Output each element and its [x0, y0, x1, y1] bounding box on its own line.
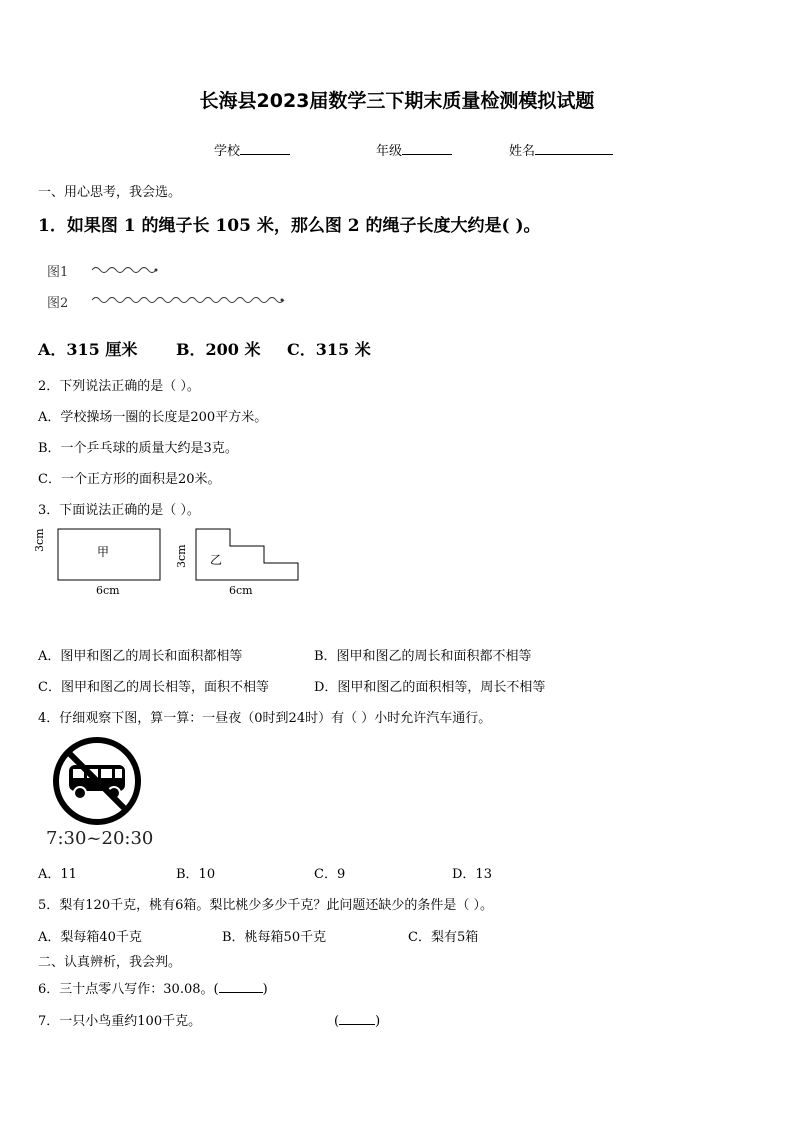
q5-option-a[interactable]: A．梨每箱40千克: [38, 930, 142, 945]
question-6-text: 6．三十点零八写作：30.08。(: [38, 982, 219, 997]
q4-option-a[interactable]: A．11: [38, 867, 77, 882]
q2-option-b[interactable]: B．一个乒乓球的质量大约是3克。: [38, 441, 238, 456]
name-field: [509, 140, 613, 159]
q6-answer-blank[interactable]: [219, 978, 263, 993]
q6-close-paren: ): [262, 982, 268, 997]
grade-label: 年级: [376, 144, 403, 159]
q7-answer: [334, 1010, 380, 1029]
q7-answer-blank[interactable]: [339, 1010, 375, 1025]
q4-option-d[interactable]: D．13: [452, 867, 492, 882]
q3-option-c[interactable]: C．图甲和图乙的周长相等，面积不相等: [38, 680, 269, 695]
q5-option-c[interactable]: C．梨有5箱: [408, 930, 479, 945]
sign-time-label: 7:30~20:30: [46, 828, 154, 849]
school-label: 学校: [214, 144, 241, 159]
q5-option-b[interactable]: B．桃每箱50千克: [222, 930, 327, 945]
question-2: 2．下列说法正确的是（ ）。: [38, 379, 200, 394]
question-1: 1．如果图 1 的绳子长 105 米，那么图 2 的绳子长度大约是( )。: [38, 216, 541, 236]
rope-1-figure: [92, 264, 162, 276]
q7-open-paren: (: [334, 1014, 340, 1029]
yi-width-label: 6cm: [229, 584, 253, 597]
jia-width-label: 6cm: [96, 584, 120, 597]
no-bus-sign-icon: [50, 736, 146, 828]
q7-close-paren: ): [375, 1014, 381, 1029]
question-6: [38, 978, 268, 997]
q1-option-a[interactable]: A．315 厘米: [38, 340, 138, 359]
shapes-figure: [36, 526, 306, 601]
question-7: 7．一只小鸟重约100千克。: [38, 1014, 202, 1029]
q3-option-b[interactable]: B．图甲和图乙的周长和面积都不相等: [314, 649, 532, 664]
section-2-heading: 二、认真辨析，我会判。: [38, 955, 182, 970]
q2-option-a[interactable]: A．学校操场一圈的长度是200平方米。: [38, 410, 268, 425]
name-blank[interactable]: [535, 140, 613, 155]
question-5: 5．梨有120千克，桃有6箱。梨比桃少多少千克？此问题还缺少的条件是（ ）。: [38, 898, 493, 913]
figure-2-label: 图2: [47, 296, 69, 311]
school-blank[interactable]: [240, 140, 290, 155]
grade-field: [376, 140, 452, 159]
jia-height-label: 3cm: [33, 528, 46, 552]
school-field: [214, 140, 290, 159]
shape-jia-label: 甲: [97, 545, 110, 559]
q4-option-b[interactable]: B．10: [176, 867, 216, 882]
q3-option-d[interactable]: D．图甲和图乙的面积相等，周长不相等: [314, 680, 546, 695]
q1-option-c[interactable]: C．315 米: [287, 340, 371, 359]
question-3: 3．下面说法正确的是（ ）。: [38, 503, 200, 518]
figure-1-label: 图1: [47, 265, 69, 280]
page-title: 长海县2023届数学三下期末质量检测模拟试题: [199, 90, 595, 112]
section-1-heading: 一、用心思考，我会选。: [38, 185, 182, 200]
q3-option-a[interactable]: A．图甲和图乙的周长和面积都相等: [38, 649, 243, 664]
question-4: 4．仔细观察下图，算一算：一昼夜（0时到24时）有（ ）小时允许汽车通行。: [38, 711, 492, 726]
q2-option-c[interactable]: C．一个正方形的面积是20米。: [38, 472, 221, 487]
rope-2-figure: [92, 294, 287, 306]
q4-option-c[interactable]: C．9: [314, 867, 346, 882]
q1-option-b[interactable]: B．200 米: [176, 340, 261, 359]
name-label: 姓名: [509, 144, 536, 159]
yi-height-label: 3cm: [175, 544, 188, 568]
shape-yi-label: 乙: [210, 553, 223, 567]
grade-blank[interactable]: [402, 140, 452, 155]
